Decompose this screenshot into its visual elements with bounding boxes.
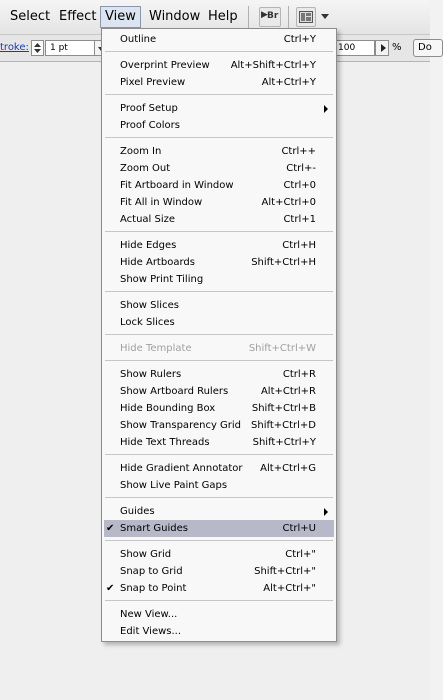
menubar-divider xyxy=(288,6,289,28)
menu-item-label: New View... xyxy=(120,609,178,620)
menu-item-fit-artboard[interactable] xyxy=(104,177,334,194)
menu-item-shortcut: Alt+Ctrl+G xyxy=(260,463,316,474)
menu-item-shortcut: Ctrl+R xyxy=(282,369,316,380)
menu-item-label: Hide Edges xyxy=(120,240,177,251)
menu-item-hide-artboards[interactable] xyxy=(104,254,334,271)
menu-item-show-artboard-rulers[interactable] xyxy=(104,383,334,400)
menu-item-snap-to-point[interactable] xyxy=(104,580,334,597)
menu-item-label: Overprint Preview xyxy=(120,60,210,71)
menu-item-shortcut: Ctrl+1 xyxy=(283,214,316,225)
menu-item-label: Hide Text Threads xyxy=(120,437,210,448)
menu-item-label: Show Live Paint Gaps xyxy=(120,480,228,491)
menu-item-show-grid[interactable] xyxy=(104,546,334,563)
submenu-arrow-icon xyxy=(324,508,328,516)
menu-item-shortcut: Alt+Ctrl+0 xyxy=(261,197,316,208)
menu-item-shortcut: Alt+Ctrl+R xyxy=(260,386,316,397)
menu-separator xyxy=(105,497,333,498)
menu-item-hide-edges[interactable] xyxy=(104,237,334,254)
menu-item-label: Snap to Grid xyxy=(120,566,183,577)
menu-item-label: Hide Template xyxy=(120,343,192,354)
menu-item-shortcut: Ctrl+- xyxy=(286,163,316,174)
menu-item-label: Show Artboard Rulers xyxy=(120,386,229,397)
menu-item-label: Zoom In xyxy=(120,146,162,157)
menu-item-shortcut: Shift+Ctrl+D xyxy=(251,420,316,431)
menu-item-hide-template xyxy=(104,340,334,357)
checkmark-icon: ✔ xyxy=(106,523,115,534)
menu-item-shortcut: Shift+Ctrl+Y xyxy=(252,437,316,448)
menu-item-show-transparency-grid[interactable] xyxy=(104,417,334,434)
arrange-documents-button[interactable] xyxy=(296,7,316,27)
menu-item-shortcut: Alt+Shift+Ctrl+Y xyxy=(230,60,316,71)
menu-item-new-view[interactable] xyxy=(104,606,334,623)
stroke-label[interactable]: troke: xyxy=(0,42,29,53)
menu-help[interactable]: Help xyxy=(208,9,238,24)
bridge-label: Br xyxy=(267,11,279,21)
menu-item-label: Hide Gradient Annotator xyxy=(120,463,243,474)
chevron-down-icon[interactable] xyxy=(321,14,329,20)
menu-item-label: Zoom Out xyxy=(120,163,171,174)
opacity-dropdown[interactable] xyxy=(375,40,389,56)
menu-separator xyxy=(105,94,333,95)
menu-item-label: Guides xyxy=(120,506,155,517)
menu-separator xyxy=(105,291,333,292)
chevron-right-icon xyxy=(377,41,389,55)
menu-select[interactable]: Select xyxy=(10,9,51,24)
menu-separator xyxy=(105,360,333,361)
checkmark-icon: ✔ xyxy=(106,583,115,594)
stroke-stepper[interactable] xyxy=(31,40,44,56)
menu-item-label: Hide Artboards xyxy=(120,257,195,268)
menu-item-proof-colors[interactable] xyxy=(104,117,334,134)
menu-item-shortcut: Ctrl+H xyxy=(282,240,316,251)
menu-item-label: Hide Bounding Box xyxy=(120,403,216,414)
menu-item-label: Show Slices xyxy=(120,300,179,311)
menu-item-guides[interactable] xyxy=(104,503,334,520)
menu-item-show-print-tiling[interactable] xyxy=(104,271,334,288)
menu-item-label: Edit Views... xyxy=(120,626,182,637)
stepper-arrows-icon xyxy=(32,41,43,55)
menu-item-shortcut: Shift+Ctrl+H xyxy=(251,257,316,268)
stroke-weight-input[interactable]: 1 pt xyxy=(45,40,95,56)
menu-item-show-slices[interactable] xyxy=(104,297,334,314)
bridge-button[interactable] xyxy=(259,7,281,27)
menu-item-actual-size[interactable] xyxy=(104,211,334,228)
menu-separator xyxy=(105,540,333,541)
menu-item-shortcut: Shift+Ctrl+W xyxy=(248,343,316,354)
menu-item-shortcut: Shift+Ctrl+B xyxy=(251,403,316,414)
menu-item-edit-views[interactable] xyxy=(104,623,334,640)
menu-item-label: Show Rulers xyxy=(120,369,182,380)
opacity-percent-label: % xyxy=(392,42,402,53)
bridge-icon: ▶ xyxy=(261,10,268,20)
menu-item-proof-setup[interactable] xyxy=(104,100,334,117)
menu-item-outline[interactable] xyxy=(104,31,334,48)
submenu-arrow-icon xyxy=(324,105,328,113)
menu-item-show-rulers[interactable] xyxy=(104,366,334,383)
menu-item-smart-guides[interactable] xyxy=(104,520,334,537)
menu-item-overprint-preview[interactable] xyxy=(104,57,334,74)
menu-separator xyxy=(105,51,333,52)
view-menu-dropdown xyxy=(101,28,337,642)
menu-separator xyxy=(105,600,333,601)
menu-item-shortcut: Ctrl+" xyxy=(285,549,316,560)
menu-item-label: Proof Colors xyxy=(120,120,180,131)
menu-item-show-live-paint-gaps[interactable] xyxy=(104,477,334,494)
menu-item-zoom-in[interactable] xyxy=(104,143,334,160)
menu-item-label: Show Grid xyxy=(120,549,172,560)
menu-item-hide-bounding-box[interactable] xyxy=(104,400,334,417)
menu-item-shortcut: Shift+Ctrl+" xyxy=(254,566,316,577)
menu-item-label: Proof Setup xyxy=(120,103,178,114)
opacity-input[interactable]: 100 xyxy=(335,40,375,56)
menu-item-fit-all[interactable] xyxy=(104,194,334,211)
document-setup-button[interactable]: Do xyxy=(413,39,443,57)
menu-item-shortcut: Ctrl++ xyxy=(281,146,316,157)
menu-item-pixel-preview[interactable] xyxy=(104,74,334,91)
menu-item-shortcut: Ctrl+0 xyxy=(283,180,316,191)
menu-separator xyxy=(105,334,333,335)
menu-item-hide-text-threads[interactable] xyxy=(104,434,334,451)
menu-item-label: Actual Size xyxy=(120,214,176,225)
menu-item-label: Snap to Point xyxy=(120,583,187,594)
menubar-divider xyxy=(248,6,249,28)
menu-item-lock-slices[interactable] xyxy=(104,314,334,331)
menu-item-label: Lock Slices xyxy=(120,317,175,328)
menu-item-shortcut: Ctrl+U xyxy=(282,523,316,534)
menu-effect[interactable]: Effect xyxy=(59,9,97,24)
menu-item-label: Smart Guides xyxy=(120,523,189,534)
menu-item-snap-to-grid[interactable] xyxy=(104,563,334,580)
menu-view[interactable]: View xyxy=(100,6,141,28)
menu-item-shortcut: Alt+Ctrl+Y xyxy=(261,77,316,88)
arrange-documents-icon xyxy=(299,11,313,23)
menu-separator xyxy=(105,231,333,232)
menu-item-label: Show Transparency Grid xyxy=(120,420,242,431)
menu-window[interactable]: Window xyxy=(149,9,201,24)
menu-separator xyxy=(105,454,333,455)
menu-item-zoom-out[interactable] xyxy=(104,160,334,177)
menu-item-label: Outline xyxy=(120,34,157,45)
menu-item-label: Fit All in Window xyxy=(120,197,203,208)
menu-item-label: Fit Artboard in Window xyxy=(120,180,234,191)
menu-item-hide-gradient-annotator[interactable] xyxy=(104,460,334,477)
menu-item-label: Pixel Preview xyxy=(120,77,186,88)
menu-item-label: Show Print Tiling xyxy=(120,274,204,285)
menu-separator xyxy=(105,137,333,138)
menu-item-shortcut: Alt+Ctrl+" xyxy=(263,583,316,594)
menu-item-shortcut: Ctrl+Y xyxy=(283,34,316,45)
